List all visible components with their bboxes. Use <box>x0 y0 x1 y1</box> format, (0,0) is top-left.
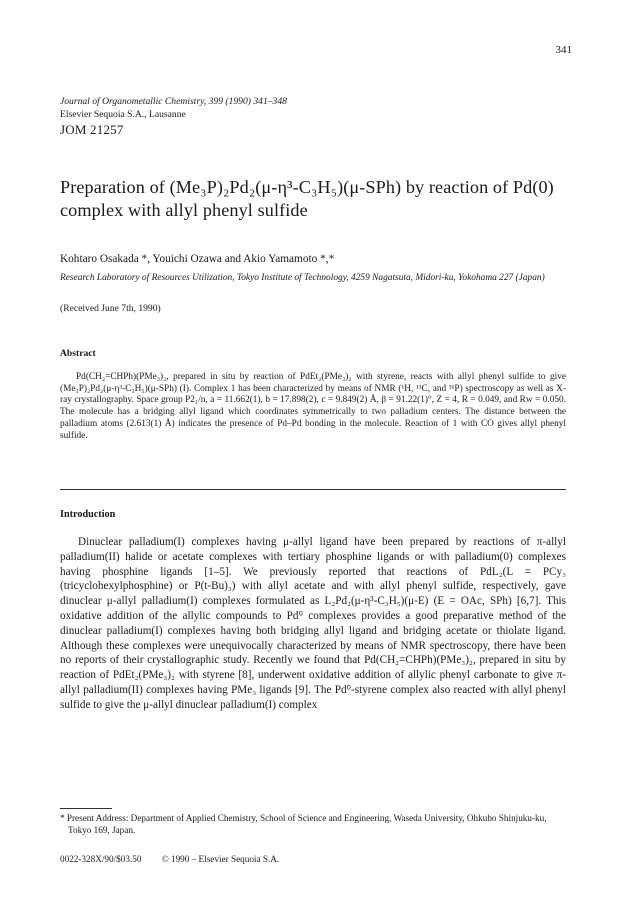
page-number: 341 <box>555 44 572 56</box>
journal-citation: Journal of Organometallic Chemistry, 399 (1990) 341–348 <box>60 96 287 107</box>
abstract-heading: Abstract <box>60 348 96 359</box>
affiliation: Research Laboratory of Resources Utilization, Tokyo Institute of Technology, 4259 Nagatsuta, Midori-ku, Yokohama 227 (Japan) <box>60 273 545 283</box>
footnote-divider <box>60 808 112 809</box>
copyright: © 1990 – Elsevier Sequoia S.A. <box>161 854 280 864</box>
journal-info <box>60 96 580 137</box>
abstract-text: Pd(CH₂=CHPh)(PMe₃)₂, prepared in situ by reaction of PdEt₂(PMe₃)₂ with styrene, reacts with allyl phenyl sulfide to give (Me₃P)₂Pd₂(μ-η³-C₃H₅)(μ-SPh) (I). Complex 1 has been characterized by means of NMR (¹H, ¹³C, and ³¹P) spectroscopy as well as X-ray crystallography. Space group P2₁/n, a = 11.662(1), b = 17.898(2), c = 9.849(2) Å, β = 91.22(1)°, Z = 4, R = 0.049, and Rw = 0.050. The molecule has a bridging allyl ligand which coordinates symmetrically to two palladium centers. The distance between the palladium atoms (2.613(1) Å) indicates the presence of Pd–Pd bonding in the molecule. Reaction of 1 with CO gives allyl phenyl sulfide. <box>60 372 566 441</box>
introduction-heading: Introduction <box>60 509 116 520</box>
article-title: Preparation of (Me₃P)₂Pd₂(μ-η³-C₃H₅)(μ-SPh) by reaction of Pd(0) complex with allyl phenyl sulfide <box>60 177 554 220</box>
footnote: * Present Address: Department of Applied Chemistry, School of Science and Engineering, Waseda University, Ohkubo Shinjuku-ku, Tokyo 169, Japan. <box>60 813 547 835</box>
authors: Kohtaro Osakada *, Youichi Ozawa and Akio Yamamoto *,* <box>60 253 335 265</box>
page-footer <box>60 854 460 864</box>
issn-code: 0022-328X/90/$03.50 <box>60 854 142 864</box>
section-divider <box>60 489 566 490</box>
jom-number: JOM 21257 <box>60 122 124 137</box>
introduction-text: Dinuclear palladium(I) complexes having μ-allyl ligand have been prepared by reactions of π-allyl palladium(II) halide or acetate complexes with tertiary phosphine ligands or with palladium(0) complexes having phosphine ligands [1–5]. We previously reported that reactions of PdL₂(L = PCy₃ (tricyclohexylphosphine) or P(t-Bu)₃) with allyl acetate and with allyl phenyl sulfide, respectively, gave dinuclear μ-allyl palladium(I) complexes formulated as L₂Pd₂(μ-η³-C₃H₅)(μ-E) (E = OAc, SPh) [6,7]. This oxidative addition of the allylic compounds to Pd⁰ complexes provides a good preparative method of the dinuclear palladium(I) complexes having both bridging allyl ligand and bridging acetate or thiolate ligand. Although these complexes were unequivocally characterized by means of NMR spectroscopy, there have been no reports of their crystallographic study. Recently we found that Pd(CH₂=CHPh)(PMe₃)₂, prepared in situ by reaction of PdEt₂(PMe₃)₂ with styrene [8], underwent oxidative addition of allylic phenyl carbonate to give π-allyl palladium(II) complexes having PMe₃ ligands [9]. The Pd⁰-styrene complex also reacted with allyl phenyl sulfide to give the μ-allyl dinuclear palladium(I) complex <box>60 536 566 711</box>
publisher: Elsevier Sequoia S.A., Lausanne <box>60 108 186 120</box>
received-date: (Received June 7th, 1990) <box>60 303 161 314</box>
